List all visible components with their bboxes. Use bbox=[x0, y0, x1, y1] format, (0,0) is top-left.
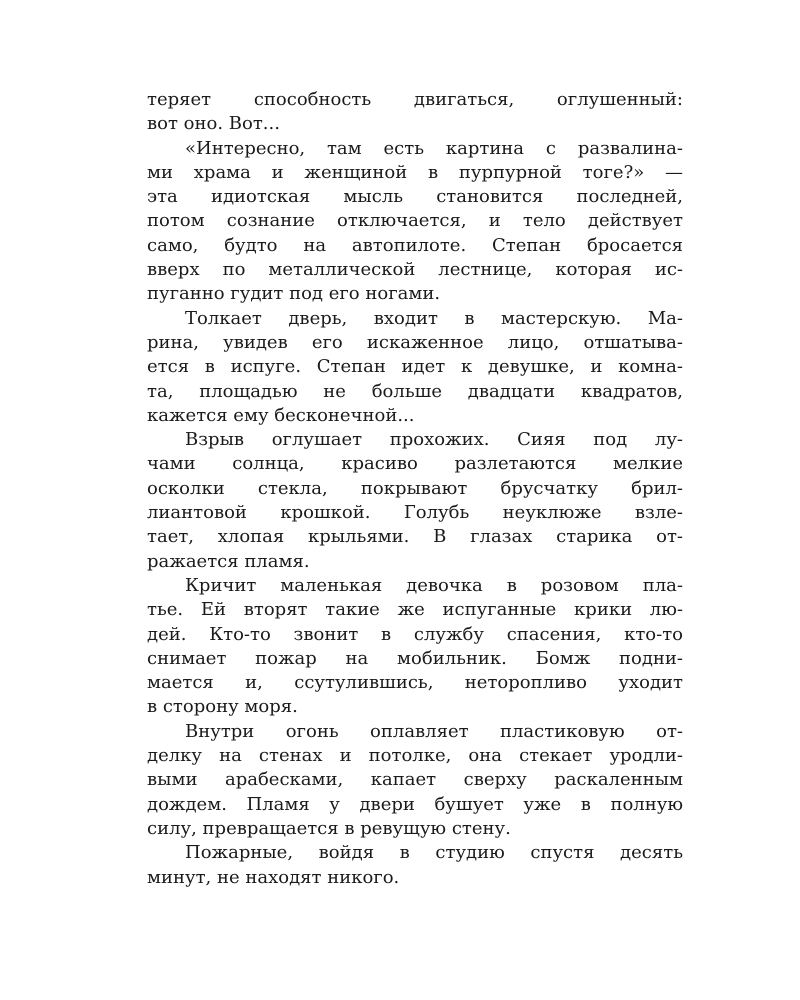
text-line: силу, превращается в ревущую стену. bbox=[147, 817, 511, 839]
text-line: минут, не находят никого. bbox=[147, 866, 400, 888]
text-line: в сторону моря. bbox=[147, 696, 298, 718]
text-line: дождем. Пламя у двери бушует уже в полную bbox=[147, 793, 683, 815]
text-line: Внутри огонь оплавляет пластиковую от- bbox=[185, 720, 683, 742]
text-line: теряет способность двигаться, оглушенный: bbox=[147, 89, 683, 110]
body-text bbox=[147, 88, 683, 890]
paragraph bbox=[147, 720, 683, 841]
text-line: чами солнца, красиво разлетаются мелкие bbox=[147, 453, 683, 475]
text-line: рина, увидев его искаженное лицо, отшатыва- bbox=[147, 331, 683, 353]
text-line: та, площадью не больше двадцати квадратов, bbox=[147, 380, 683, 402]
text-line: пуганно гудит под его ногами. bbox=[147, 283, 441, 305]
text-line: снимает пожар на мобильник. Бомж подни- bbox=[147, 647, 683, 669]
text-line: Взрыв оглушает прохожих. Сияя под лу- bbox=[185, 429, 683, 451]
text-line: Толкает дверь, входит в мастерскую. Ма- bbox=[185, 307, 683, 329]
text-line: ется в испуге. Степан идет к девушке, и комна- bbox=[147, 356, 683, 378]
text-line: выми арабесками, капает сверху раскаленным bbox=[147, 769, 683, 791]
text-line: ражается пламя. bbox=[147, 550, 310, 572]
paragraph bbox=[147, 841, 683, 890]
text-line: Кричит маленькая девочка в розовом пла- bbox=[185, 574, 683, 596]
paragraph bbox=[147, 574, 683, 720]
text-line: вот оно. Вот... bbox=[147, 113, 280, 135]
text-line: тает, хлопая крыльями. В глазах старика от- bbox=[147, 526, 683, 548]
text-line: кажется ему бесконечной... bbox=[147, 404, 415, 426]
paragraph bbox=[147, 137, 683, 307]
text-line: ми храма и женщиной в пурпурной тоге?» — bbox=[147, 161, 683, 183]
text-line: Пожарные, войдя в студию спустя десять bbox=[185, 842, 683, 864]
text-line: осколки стекла, покрывают брусчатку брил- bbox=[147, 477, 683, 499]
text-line: вверх по металлической лестнице, которая ис- bbox=[147, 259, 683, 281]
text-line: эта идиотская мысль становится последней, bbox=[147, 186, 683, 208]
text-line: мается и, ссутулившись, неторопливо уходит bbox=[147, 672, 683, 694]
text-line: тье. Ей вторят такие же испуганные крики лю- bbox=[147, 599, 683, 621]
text-line: дей. Кто-то звонит в службу спасения, кто-то bbox=[147, 623, 683, 645]
text-line: «Интересно, там есть картина с развалина- bbox=[185, 137, 683, 159]
paragraph bbox=[147, 307, 683, 428]
text-line: потом сознание отключается, и тело действует bbox=[147, 210, 683, 232]
text-line: само, будто на автопилоте. Степан бросается bbox=[147, 234, 683, 256]
text-line: делку на стенах и потолке, она стекает уродли- bbox=[147, 745, 683, 767]
paragraph bbox=[147, 88, 683, 137]
paragraph bbox=[147, 428, 683, 574]
text-line: лиантовой крошкой. Голубь неуклюже взле- bbox=[147, 502, 683, 524]
